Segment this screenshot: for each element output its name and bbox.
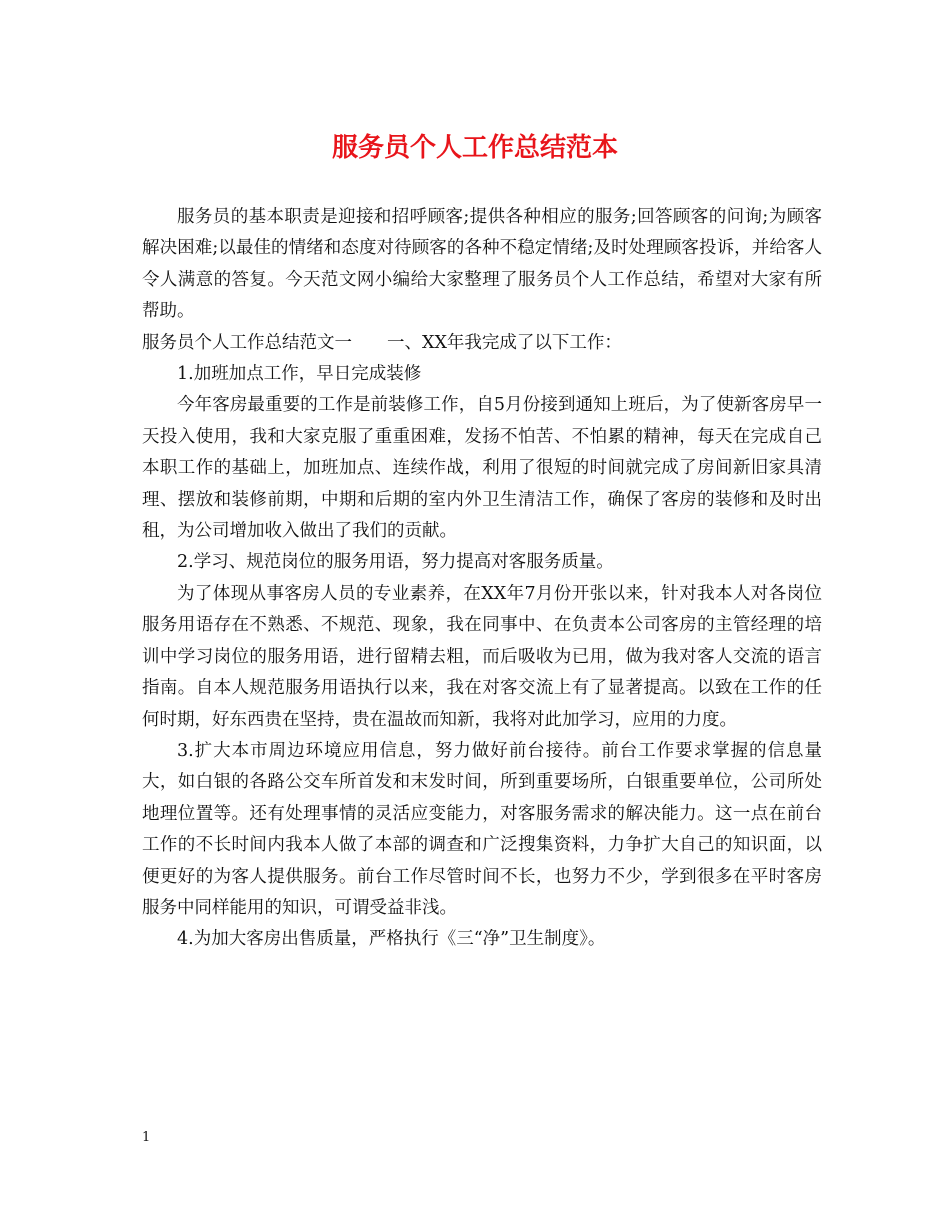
paragraph-item-1-heading: 1.加班加点工作，早日完成装修 — [177, 364, 422, 385]
paragraph-item-3: 3.扩大本市周边环境应用信息，努力做好前台接待。前台工作要求掌握的信息量大，如白银的各路公交车所首发和末发时间，所到重要场所，白银重要单位，公司所处地理位置等。还有处理事情的灵活应变能力，对客服务需求的解决能力。这一点在前台工作的不长时间内我本人做了本部的调查和广泛搜集资料，力争扩大自己的知识面，以便更好的为客人提供服务。前台工作尽管时间不长，也努力不少，学到很多在平时客房服务中同样能用的知识，可谓受益非浅。 — [142, 740, 822, 918]
page-number: 1 — [142, 1130, 151, 1145]
document-body — [142, 202, 822, 956]
paragraph-item-4-heading: 4.为加大客房出售质量，严格执行《三“净”卫生制度》。 — [177, 929, 606, 950]
paragraph-item-1-body: 今年客房最重要的工作是前装修工作，自5月份接到通知上班后，为了使新客房早一天投入使用，我和大家克服了重重困难，发扬不怕苦、不怕累的精神，每天在完成自己本职工作的基础上，加班加点、连续作战，利用了很短的时间就完成了房间新旧家具清理、摆放和装修前期，中期和后期的室内外卫生清洁工作，确保了客房的装修和及时出租，为公司增加收入做出了我们的贡献。 — [142, 395, 822, 542]
document-title: 服务员个人工作总结范本 — [331, 133, 618, 163]
paragraph-item-2-heading: 2.学习、规范岗位的服务用语，努力提高对客服务质量。 — [177, 552, 614, 573]
paragraph-item-2-body: 为了体现从事客房人员的专业素养，在XX年7月份开张以来，针对我本人对各岗位服务用语存在不熟悉、不规范、现象，我在同事中、在负责本公司客房的主管经理的培训中学习岗位的服务用语，进行留精去粗，而后吸收为已用，做为我对客人交流的语言指南。自本人规范服务用语执行以来，我在对客交流上有了显著提高。以致在工作的任何时期，好东西贵在坚持，贵在温故而知新，我将对此加学习，应用的力度。 — [142, 583, 822, 730]
paragraph-section-heading: 服务员个人工作总结范文一 一、XX年我完成了以下工作： — [142, 332, 622, 353]
paragraph-intro: 服务员的基本职责是迎接和招呼顾客;提供各种相应的服务;回答顾客的问询;为顾客解决困难;以最佳的情绪和态度对待顾客的各种不稳定情绪;及时处理顾客投诉，并给客人令人满意的答复。今天范文网小编给大家整理了服务员个人工作总结，希望对大家有所帮助。 — [142, 207, 822, 322]
